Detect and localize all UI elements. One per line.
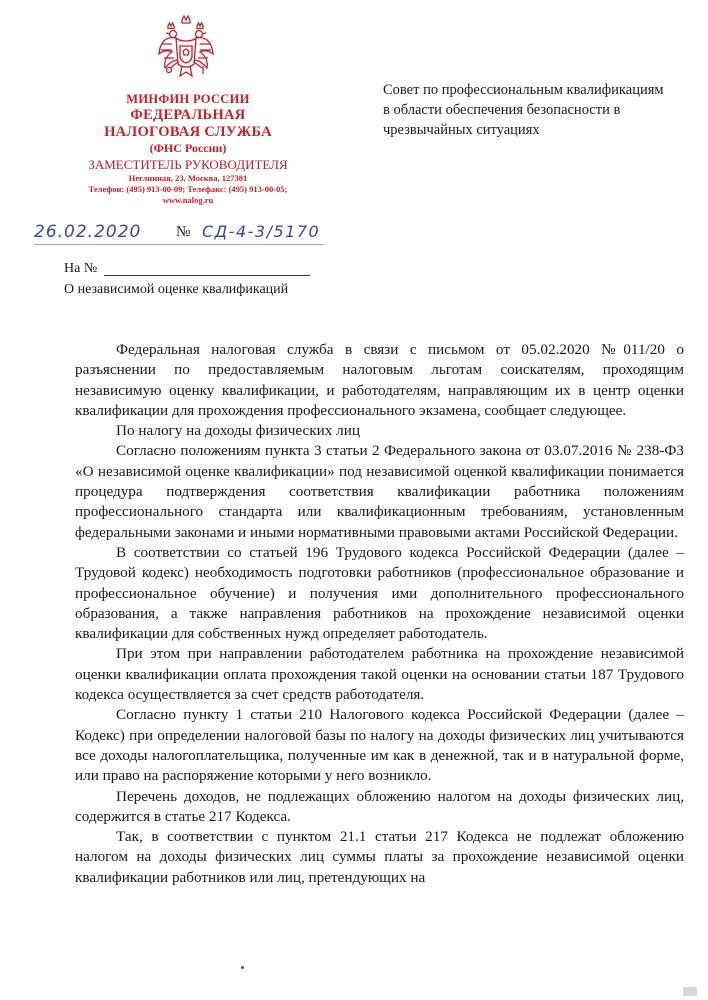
body-paragraph-6: Перечень доходов, не подлежащих обложению налогом на доходы физических лиц, содержится в статье 217 Кодекса.: [75, 787, 684, 825]
service-name-line2: НАЛОГОВАЯ СЛУЖБА: [104, 124, 272, 140]
service-abbreviation: (ФНС России): [149, 141, 227, 155]
reply-to-line: [104, 275, 310, 276]
reply-to-label: На №: [64, 261, 98, 276]
body-paragraph-7: Так, в соответствии с пунктом 21.1 статьи 217 Кодекса не подлежат обложению налогом на доходы физических лиц суммы платы за прохождение независимой оценки квалификации работников или лиц, претендующих на: [75, 828, 684, 886]
sender-header: [72, 92, 304, 206]
registration-underline: [34, 244, 324, 245]
number-label: №: [176, 224, 191, 240]
sender-address: Неглинная, 23, Москва, 127381: [128, 173, 248, 183]
scan-speck: [241, 966, 244, 969]
addressee: Совет по профессиональным квалификациям в области обеспечения безопасности в чрезвычайных ситуациях: [383, 82, 664, 138]
section-heading: По налогу на доходы физических лиц: [116, 422, 360, 440]
body-paragraph-4: При этом при направлении работодателем работника на прохождение независимой оценки квалификации оплата прохождения такой оценки на основании статьи 187 Трудового кодекса осуществляется за счет средств работодателя.: [75, 645, 684, 704]
ministry-name: МИНФИН РОССИИ: [126, 92, 250, 106]
signatory-position: ЗАМЕСТИТЕЛЬ РУКОВОДИТЕЛЯ: [88, 157, 288, 172]
body-paragraph-1: Федеральная налоговая служба в связи с письмом от 05.02.2020 №011/20 о разъяснении по предоставляемым налоговым льготам соискателям, проходящим независимую оценку квалификации, и работодателям, направляющим их в центр оценки квалификации для прохождения профессионального экзамена, сообщает следующее.: [75, 341, 684, 419]
service-name-line1: ФЕДЕРАЛЬНАЯ: [130, 107, 246, 123]
coat-of-arms-icon: [156, 14, 216, 86]
body-paragraph-5: Согласно пункту 1 статьи 210 Налогового кодекса Российской Федерации (далее – Кодекс) при определении налоговой базы по налогу на доходы физических лиц учитываются все доходы налогоплательщика, полученные им как в денежной, так и в натуральной форме, или право на распоряжение которыми у него возникло.: [75, 706, 684, 785]
sender-website: www.nalog.ru: [162, 195, 214, 205]
registration-number: СД-4-3/5170: [202, 222, 321, 241]
sender-phones: Телефон: (495) 913-00-09; Телефакс: (495) 913-00-05;: [88, 184, 288, 194]
registration-date: 26.02.2020: [34, 222, 142, 242]
letter-body: [75, 340, 684, 888]
body-paragraph-2: Согласно положениям пункта 3 статьи 2 Федерального закона от 03.07.2016 № 238-ФЗ «О независимой оценке квалификации» под независимой оценкой квалификации понимается процедура подтверждения соответствия квалификации работника положениям профессионального стандарта или квалификационным требованиям, установленным федеральными законами и иными нормативными правовыми актами Российской Федерации.: [75, 442, 684, 541]
body-paragraph-3: В соответствии со статьей 196 Трудового кодекса Российской Федерации (далее – Трудовой кодекс) необходимость подготовки работников (профессиональное образование и профессиональное обучение) и получения ими дополнительного профессионального образования, а также направления работников на прохождение независимой оценки квалификации для собственных нужд определяет работодатель.: [75, 543, 684, 643]
page-corner-mark: [683, 987, 697, 996]
letter-subject: О независимой оценке квалификаций: [64, 282, 289, 297]
